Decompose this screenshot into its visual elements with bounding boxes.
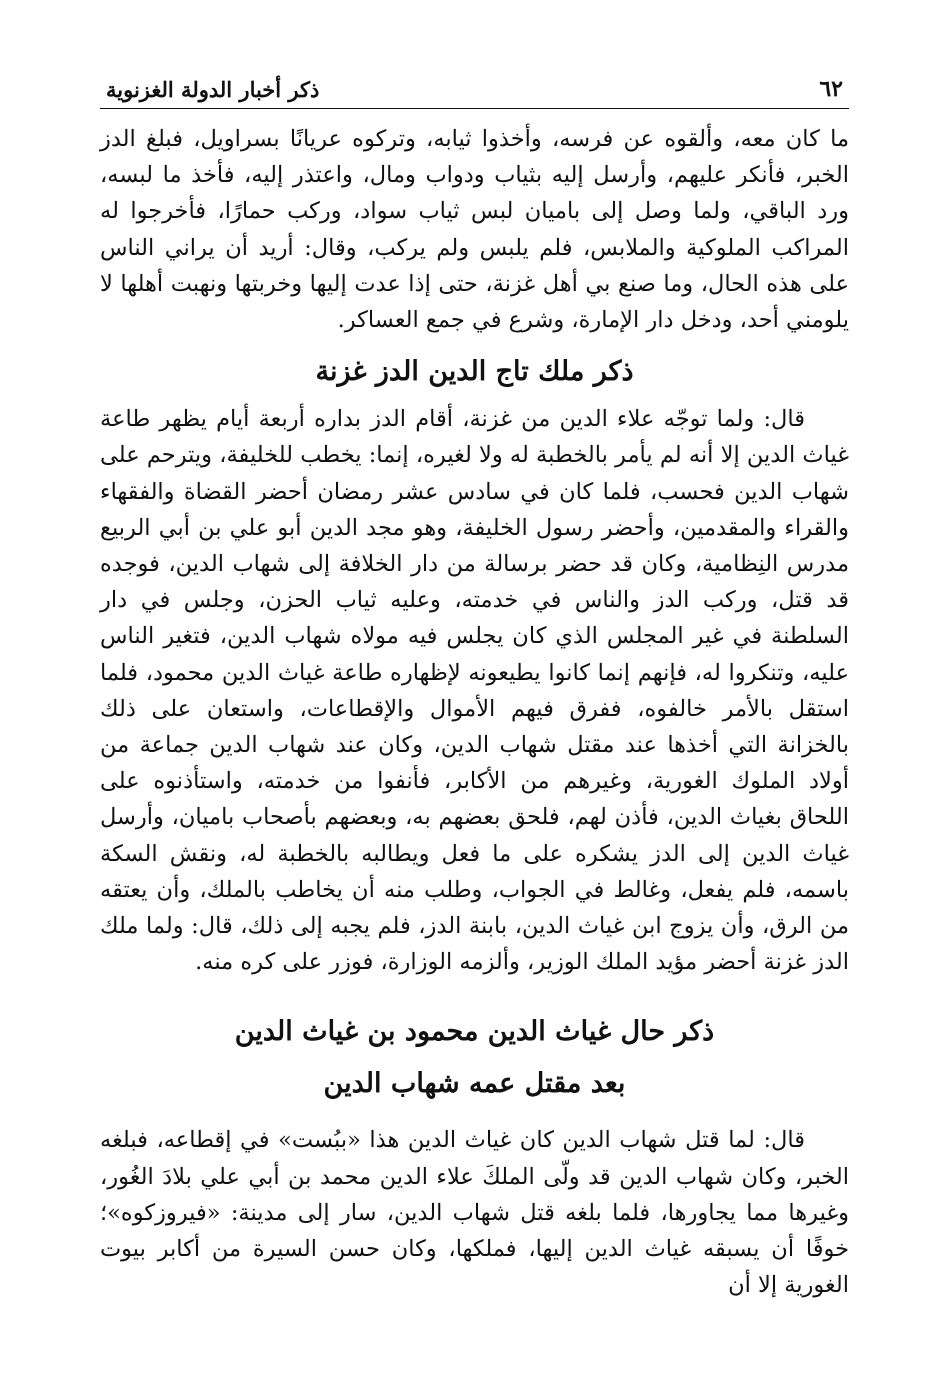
running-header [100,60,849,109]
paragraph-1: ما كان معه، وألقوه عن فرسه، وأخذوا ثيابه، وتركوه عريانًا بسراويل، فبلغ الدز الخبر، فأنكر عليهم، وأرسل إليه بثياب ودواب ومال، واعتذر إليه، فأخذ ما لبسه، ورد الباقي، ولما وصل إلى باميان لبس ثياب سواد، وركب حمارًا، فأخرجوا له المراكب الملوكية والملابس، فلم يلبس ولم يركب، وقال: أريد أن يراني الناس على هذه الحال، وما صنع بي أهل غزنة، حتى إذا عدت إليها وخربتها ونهبت أهلها لا يلومني أحد، ودخل دار الإمارة، وشرع في جمع العساكر. [100,126,849,334]
running-title: ذكر أخبار الدولة الغزنوية [106,77,320,102]
paragraph-2: قال: ولما توجّه علاء الدين من غزنة، أقام الدز بداره أربعة أيام يظهر طاعة غياث الدين إلا أنه لم يأمر بالخطبة له ولا لغيره، إنما: يخطب للخليفة، ويترحم على شهاب الدين فحسب، فلما كان في سادس عشر رمضان أحضر القضاة والفقهاء والقراء والمقدمين، وأحضر رسول الخليفة، وهو مجد الدين أبو علي بن أبي الربيع مدرس النِظامية، وكان قد حضر برسالة من دار الخلافة إلى شهاب الدين، فوجده قد قتل، وركب الدز والناس في خدمته، وعليه ثياب الحزن، وجلس في دار السلطنة في غير المجلس الذي كان يجلس فيه مولاه شهاب الدين، فتغير الناس عليه، وتنكروا له، فإنهم إنما كانوا يطيعونه لإظهاره طاعة غياث الدين محمود، فلما استقل بالأمر خالفوه، ففرق فيهم الأموال والإقطاعات، واستعان على ذلك بالخزانة التي أخذها عند مقتل شهاب الدين، وكان عند شهاب الدين جماعة من أولاد الملوك الغورية، وغيرهم من الأكابر، فأنفوا من خدمته، واستأذنوه على اللحاق بغياث الدين، فأذن لهم، فلحق بعضهم به، وبعضهم بأصحاب باميان، وأرسل غياث الدين إلى الدز يشكره على ما فعل ويطالبه بالخطبة له، ونقش السكة باسمه، فلم يفعل، وغالط في الجواب، وطلب منه أن يخاطب بالملك، وأن يعتقه من الرق، وأن يزوج ابن غياث الدين، بابنة الدز، فلم يجبه إلى ذلك، قال: ولما ملك الدز غزنة أحضر مؤيد الملك الوزير، وألزمه الوزارة، فوزر على كره منه. [100,406,849,976]
section-heading-2-line-2: بعد مقتل عمه شهاب الدين [323,1068,626,1100]
section-heading-1: ذكر ملك تاج الدين الدز غزنة [315,356,634,388]
section-heading-2-line-1: ذكر حال غياث الدين محمود بن غياث الدين [234,1016,715,1048]
paragraph-3: قال: لما قتل شهاب الدين كان غياث الدين هذا «ببُست» في إقطاعه، فبلغه الخبر، وكان شهاب الدين قد ولّى الملكَ علاء الدين محمد بن أبي علي بلادَ الغُور، وغيرها مما يجاورها، فلما بلغه قتل شهاب الدين، سار إلى مدينة: «فيروزكوه»؛ خوفًا أن يسبقه غياث الدين إليها، فملكها، وكان حسن السيرة من أكابر بيوت الغورية إلا أن [100,1127,849,1299]
page-number: ٦٢ [819,76,843,102]
